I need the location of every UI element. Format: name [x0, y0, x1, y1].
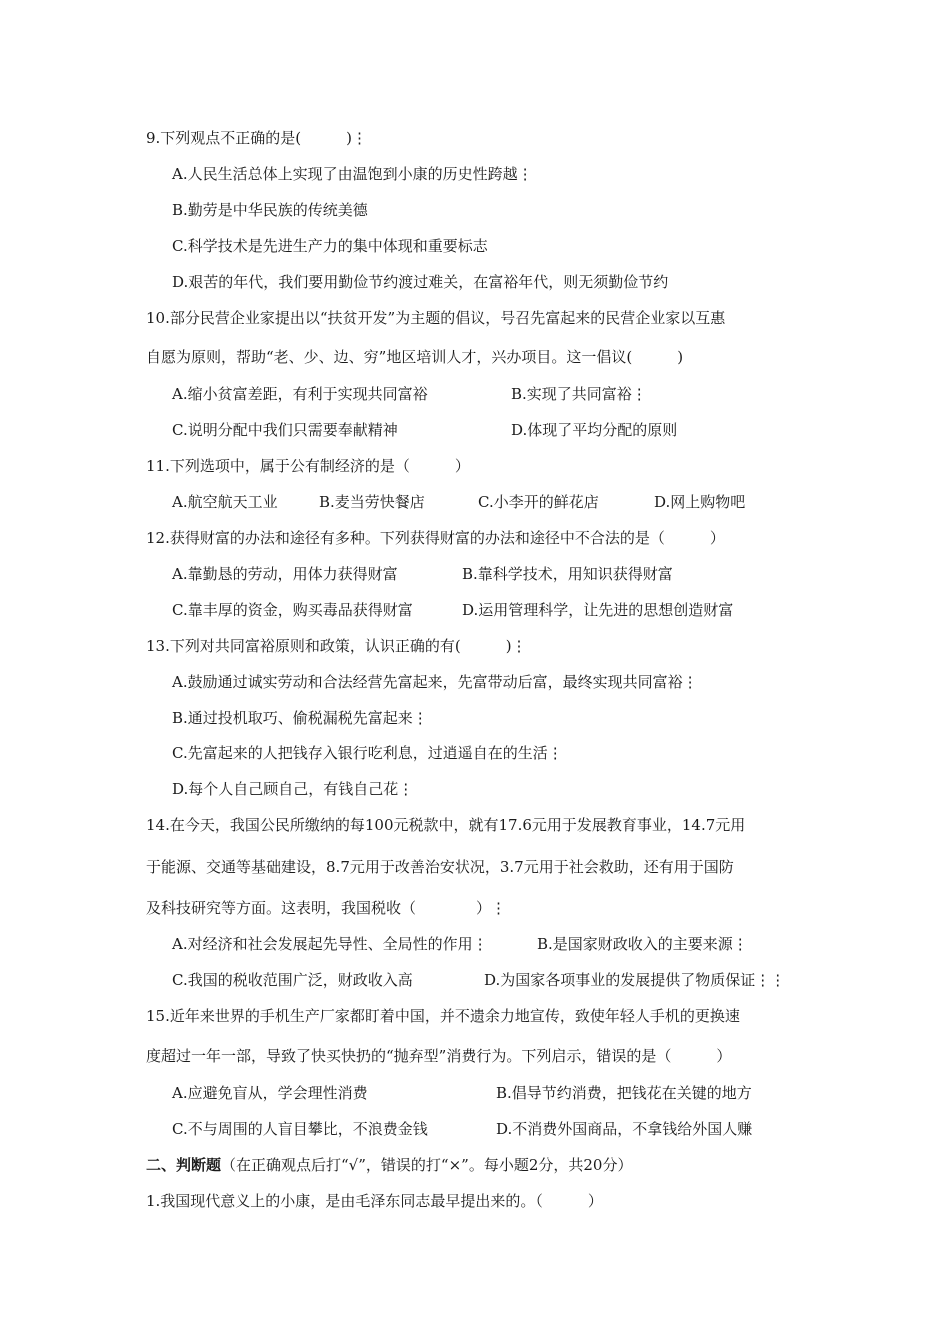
question-13-stem: 13.下列对共同富裕原则和政策，认识正确的有( )⋮: [146, 637, 527, 655]
question-10-option-a: A.缩小贫富差距，有利于实现共同富裕: [172, 385, 428, 403]
question-9-option-d: D.艰苦的年代，我们要用勤俭节约渡过难关，在富裕年代，则无须勤俭节约: [172, 273, 669, 291]
true-false-item-1: 1.我国现代意义上的小康，是由毛泽东同志最早提出来的。（ ）: [146, 1192, 603, 1210]
question-13-option-c: C.先富起来的人把钱存入银行吃利息，过逍遥自在的生活⋮: [172, 744, 563, 762]
question-12-option-a: A.靠勤恳的劳动，用体力获得财富: [172, 565, 398, 583]
question-12-option-d: D.运用管理科学，让先进的思想创造财富: [462, 601, 734, 619]
question-14-option-a: A.对经济和社会发展起先导性、全局性的作用⋮: [172, 935, 488, 953]
question-14-option-b: B.是国家财政收入的主要来源⋮: [537, 935, 748, 953]
question-9-option-c: C.科学技术是先进生产力的集中体现和重要标志: [172, 237, 488, 255]
question-11-option-a: A.航空航天工业: [172, 493, 278, 511]
question-10-option-c: C.说明分配中我们只需要奉献精神: [172, 421, 398, 439]
question-13-option-b: B.通过投机取巧、偷税漏税先富起来⋮: [172, 709, 428, 727]
section-2-heading: [146, 1155, 632, 1175]
question-9-option-b: B.勤劳是中华民族的传统美德: [172, 201, 368, 219]
question-9-stem: 9.下列观点不正确的是( )⋮: [146, 129, 368, 147]
question-14-option-d: D.为国家各项事业的发展提供了物质保证⋮⋮: [484, 971, 786, 989]
question-10-stem-line1: 10.部分民营企业家提出以“扶贫开发”为主题的倡议，号召先富起来的民营企业家以互惠: [146, 309, 726, 327]
question-15-option-a: A.应避免盲从，学会理性消费: [172, 1084, 368, 1102]
question-10-option-d: D.体现了平均分配的原则: [511, 421, 678, 439]
question-14-option-c: C.我国的税收范围广泛，财政收入高: [172, 971, 413, 989]
question-12-option-c: C.靠丰厚的资金，购买毒品获得财富: [172, 601, 413, 619]
question-11-option-d: D.网上购物吧: [654, 493, 746, 511]
question-14-stem-line1: 14.在今天，我国公民所缴纳的每100元税款中，就有17.6元用于发展教育事业，14.7元用: [146, 816, 746, 834]
question-14-stem-line3: 及科技研究等方面。这表明，我国税收（ ）⋮: [146, 899, 507, 917]
question-15-option-b: B.倡导节约消费，把钱花在关键的地方: [496, 1084, 752, 1102]
question-10-option-b: B.实现了共同富裕⋮: [511, 385, 647, 403]
question-15-stem-line2: 度超过一年一部，导致了快买快扔的“抛弃型”消费行为。下列启示，错误的是（ ）: [146, 1047, 732, 1065]
question-11-stem: 11.下列选项中，属于公有制经济的是（ ）: [146, 457, 470, 475]
question-11-option-c: C.小李开的鲜花店: [478, 493, 599, 511]
question-15-option-c: C.不与周围的人盲目攀比，不浪费金钱: [172, 1120, 428, 1138]
question-13-option-a: A.鼓励通过诚实劳动和合法经营先富起来，先富带动后富，最终实现共同富裕⋮: [172, 673, 698, 691]
question-12-stem: 12.获得财富的办法和途径有多种。下列获得财富的办法和途径中不合法的是（ ）: [146, 529, 725, 547]
question-13-option-d: D.每个人自己顾自己，有钱自己花⋮: [172, 780, 414, 798]
question-10-stem-line2: 自愿为原则，帮助“老、少、边、穷”地区培训人才，兴办项目。这一倡议( ): [146, 348, 684, 366]
section-2-heading-instructions: （在正确观点后打“√”，错误的打“×”。每小题2分，共20分）: [221, 1156, 633, 1174]
question-15-stem-line1: 15.近年来世界的手机生产厂家都盯着中国，并不遗余力地宣传，致使年轻人手机的更换速: [146, 1007, 740, 1025]
question-11-option-b: B.麦当劳快餐店: [319, 493, 425, 511]
question-15-option-d: D.不消费外国商品，不拿钱给外国人赚: [496, 1120, 753, 1138]
question-9-option-a: A.人民生活总体上实现了由温饱到小康的历史性跨越⋮: [172, 165, 533, 183]
section-2-heading-title: 二、判断题: [146, 1156, 222, 1174]
question-12-option-b: B.靠科学技术，用知识获得财富: [462, 565, 673, 583]
question-14-stem-line2: 于能源、交通等基础建设，8.7元用于改善治安状况，3.7元用于社会救助，还有用于国防: [146, 858, 734, 876]
